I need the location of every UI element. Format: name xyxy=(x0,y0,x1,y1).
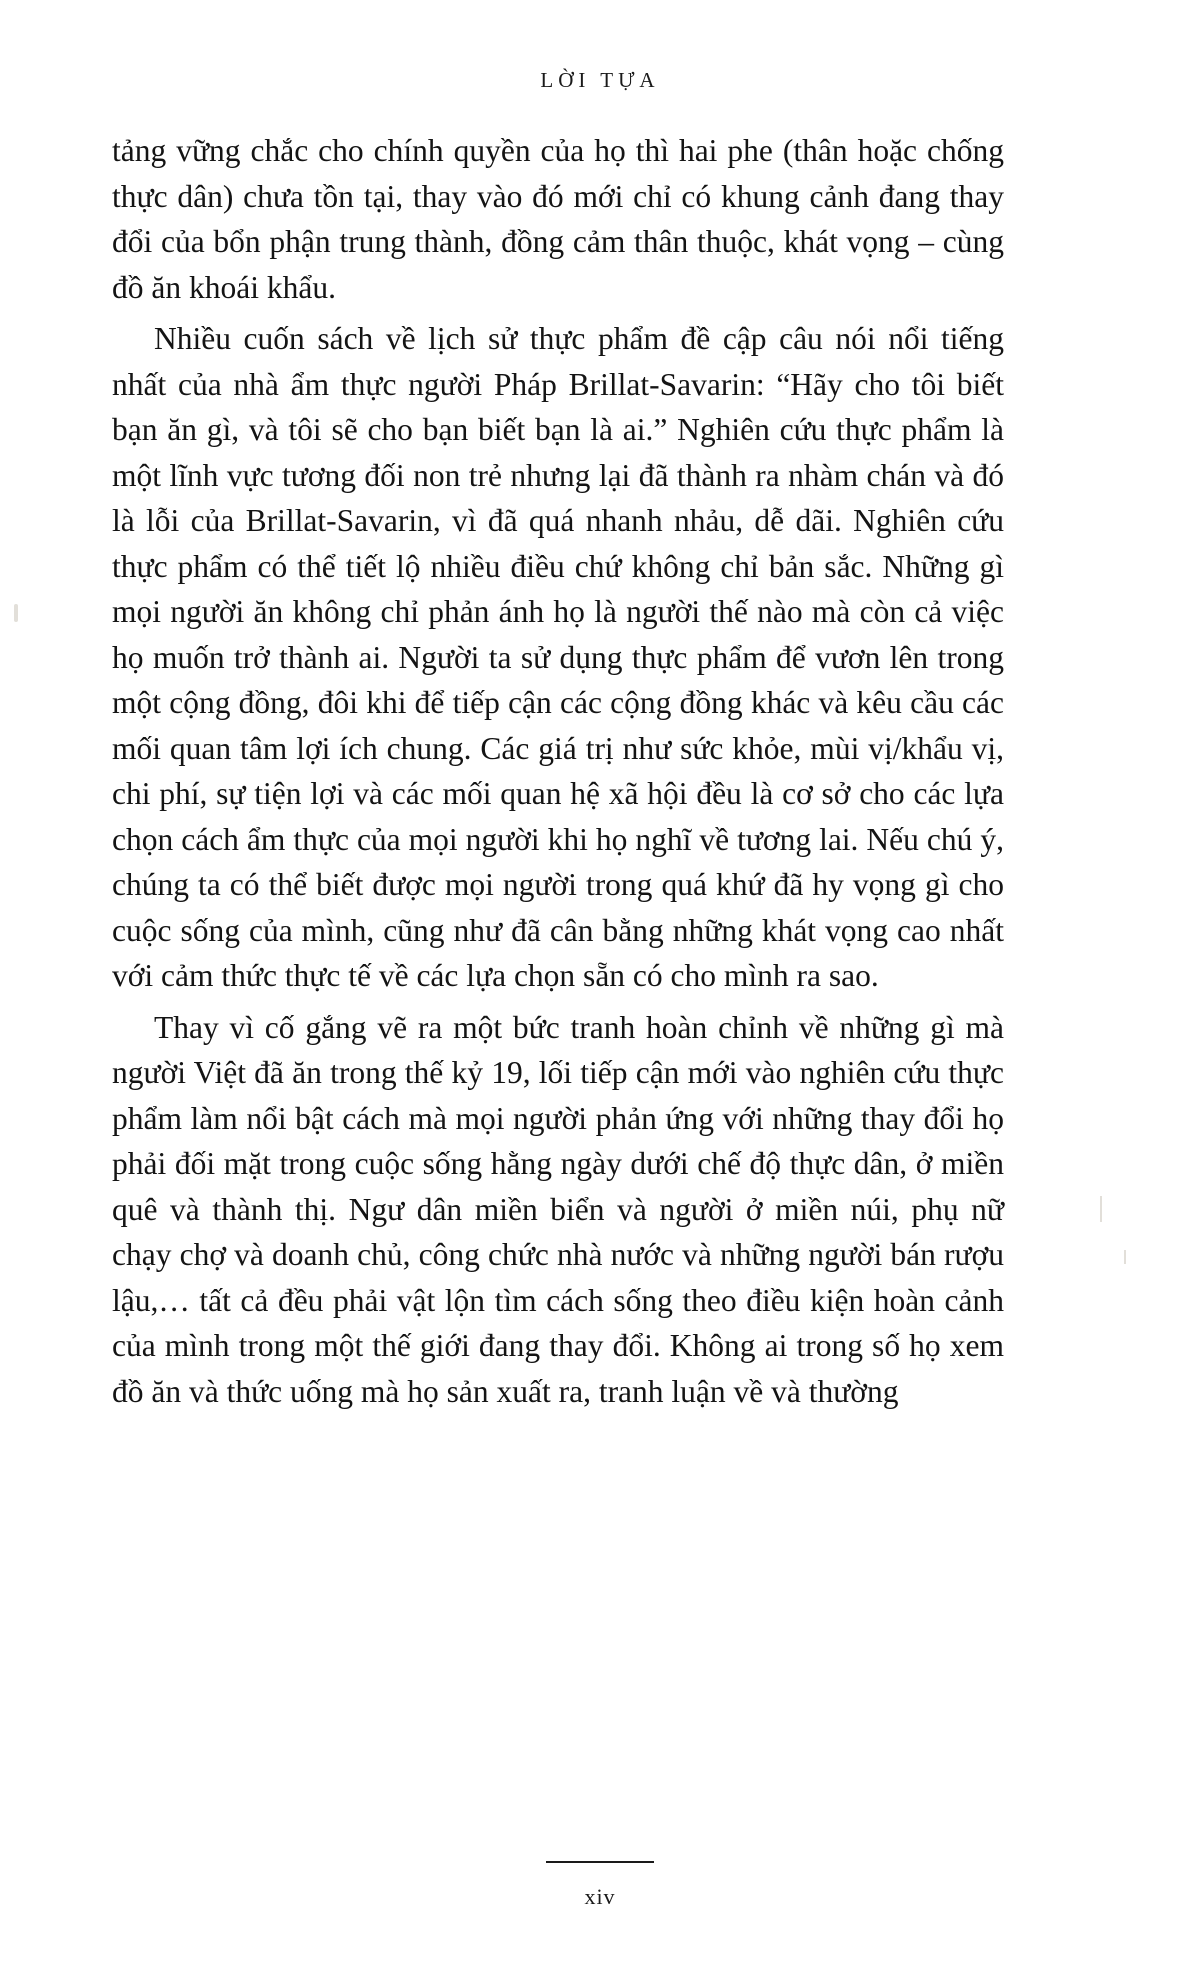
folio-divider xyxy=(546,1861,654,1863)
scan-artifact xyxy=(14,604,18,622)
paragraph: Nhiều cuốn sách về lịch sử thực phẩm đề cập câu nói nổi tiếng nhất của nhà ẩm thực người Pháp Brillat-Savarin: “Hãy cho tôi biết bạn ăn gì, và tôi sẽ cho bạn biết bạn là ai.” Nghiên cứu thực phẩm là một lĩnh vực tương đối non trẻ nhưng lại đã thành ra nhàm chán và đó là lỗi của Brillat-Savarin, vì đã quá nhanh nhảu, dễ dãi. Nghiên cứu thực phẩm có thể tiết lộ nhiều điều chứ không chỉ bản sắc. Những gì mọi người ăn không chỉ phản ánh họ là người thế nào mà còn cả việc họ muốn trở thành ai. Người ta sử dụng thực phẩm để vươn lên trong một cộng đồng, đôi khi để tiếp cận các cộng đồng khác và kêu cầu các mối quan tâm lợi ích chung. Các giá trị như sức khỏe, mùi vị/khẩu vị, chi phí, sự tiện lợi và các mối quan hệ xã hội đều là cơ sở cho các lựa chọn cách ẩm thực của mọi người khi họ nghĩ về tương lai. Nếu chú ý, chúng ta có thể biết được mọi người trong quá khứ đã hy vọng gì cho cuộc sống của mình, cũng như đã cân bằng những khát vọng cao nhất với cảm thức thực tế về các lựa chọn sẵn có cho mình ra sao. xyxy=(112,321,1004,993)
running-head: LỜI TỰA xyxy=(540,68,660,92)
scan-artifact xyxy=(1124,1250,1126,1264)
body-text-block xyxy=(112,128,1004,1414)
paragraph: Thay vì cố gắng vẽ ra một bức tranh hoàn chỉnh về những gì mà người Việt đã ăn trong thế kỷ 19, lối tiếp cận mới vào nghiên cứu thực phẩm làm nổi bật cách mà mọi người phản ứng với những thay đổi họ phải đối mặt trong cuộc sống hằng ngày dưới chế độ thực dân, ở miền quê và thành thị. Ngư dân miền biển và người ở miền núi, phụ nữ chạy chợ và doanh chủ, công chức nhà nước và những người bán rượu lậu,… tất cả đều phải vật lộn tìm cách sống theo điều kiện hoàn cảnh của mình trong một thế giới đang thay đổi. Không ai trong số họ xem đồ ăn và thức uống mà họ sản xuất ra, tranh luận về và thường xyxy=(112,1009,1004,1409)
scan-artifact xyxy=(1100,1196,1102,1222)
page-number: xiv xyxy=(584,1884,616,1909)
paragraph: tảng vững chắc cho chính quyền của họ thì hai phe (thân hoặc chống thực dân) chưa tồn tại, thay vào đó mới chỉ có khung cảnh đang thay đổi của bổn phận trung thành, đồng cảm thân thuộc, khát vọng – cùng đồ ăn khoái khẩu. xyxy=(112,133,1004,305)
